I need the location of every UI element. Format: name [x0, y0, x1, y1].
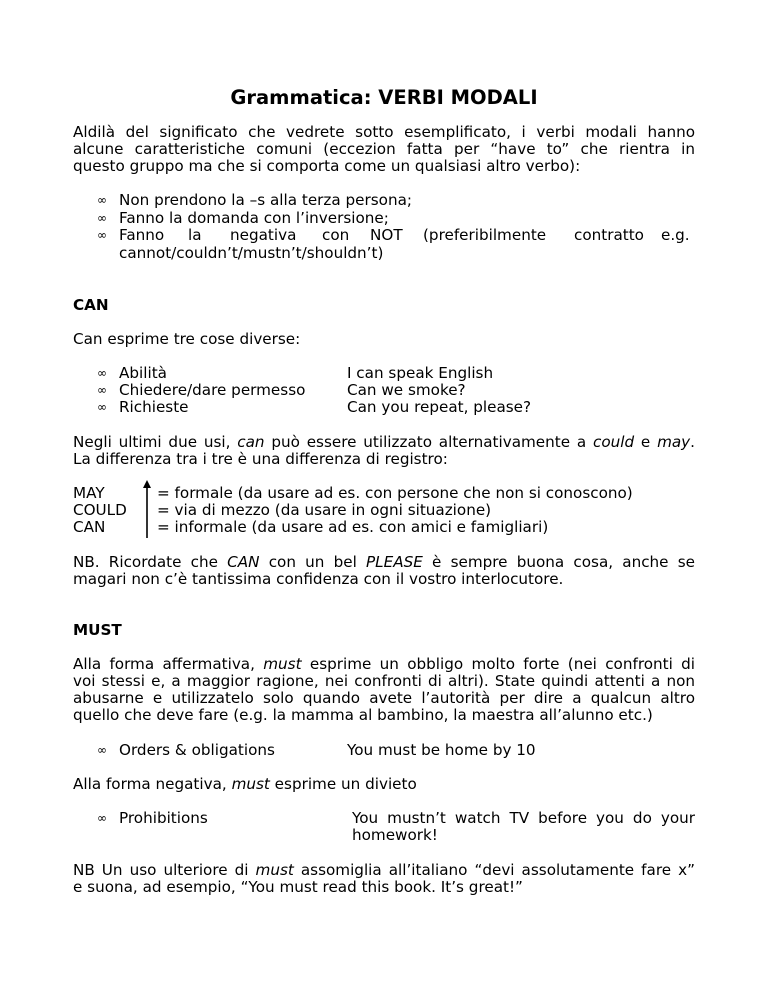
must-affirm-line: voi stessi e, a maggior ragione, nei confronti di altri). State quindi attenti a non	[73, 672, 695, 690]
use-label: Richieste	[119, 398, 189, 416]
list-item-word: Fanno	[119, 226, 165, 244]
bullet-icon: ∞	[97, 383, 107, 397]
use-example: You must be home by 10	[347, 741, 536, 759]
list-item-word: negativa	[230, 226, 297, 244]
register-desc: = informale (da usare ad es. con amici e famigliari)	[157, 518, 549, 536]
use-example: I can speak English	[347, 364, 494, 382]
use-example: Can you repeat, please?	[347, 398, 532, 416]
intro-line: questo gruppo ma che si comporta come un qualsiasi altro verbo):	[73, 157, 581, 175]
must-neg: Alla forma negativa, must esprime un divieto	[73, 775, 417, 793]
use-example: You mustn’t watch TV before you do your	[352, 809, 695, 827]
register-desc: = via di mezzo (da usare in ogni situazione)	[157, 501, 492, 519]
intro-line: Aldilà del significato che vedrete sotto esemplificato, i verbi modali hanno	[73, 123, 695, 141]
section-heading-can: CAN	[73, 296, 109, 314]
list-item: Non prendono la –s alla terza persona;	[119, 191, 413, 209]
bullet-icon: ∞	[97, 193, 107, 207]
must-affirm-line: quello che deve fare (e.g. la mamma al bambino, la maestra all’alunno etc.)	[73, 706, 653, 724]
can-intro: Can esprime tre cose diverse:	[73, 330, 301, 348]
use-label: Abilità	[119, 364, 167, 382]
intro-line: alcune caratteristiche comuni (eccezion fatta per “have to” che rientra in	[73, 140, 695, 158]
bullet-icon: ∞	[97, 366, 107, 380]
use-example-line: homework!	[352, 826, 438, 844]
must-nb-line: e suona, ad esempio, “You must read this book. It’s great!”	[73, 878, 523, 896]
list-item-word: la	[188, 226, 202, 244]
list-item-word: NOT	[370, 226, 403, 244]
use-label: Orders & obligations	[119, 741, 275, 759]
formality-arrow-icon	[141, 480, 153, 540]
must-affirm: Alla forma affermativa, must esprime un obbligo molto forte (nei confronti di	[73, 655, 695, 673]
use-label: Prohibitions	[119, 809, 208, 827]
list-item-word: contratto	[574, 226, 644, 244]
must-affirm-line: abusarne e utilizzatelo solo quando avete l’autorità per dire a qualcun altro	[73, 689, 695, 707]
can-alt-line: La differenza tra i tre è una differenza di registro:	[73, 450, 448, 468]
bullet-icon: ∞	[97, 211, 107, 225]
bullet-icon: ∞	[97, 811, 107, 825]
list-item-word: (preferibilmente	[423, 226, 547, 244]
register-verb: COULD	[73, 501, 127, 519]
list-item-word: e.g.	[661, 226, 690, 244]
page-title: Grammatica: VERBI MODALI	[230, 86, 538, 109]
can-nb-line: magari non c’è tantissima confidenza con il vostro interlocutore.	[73, 570, 564, 588]
use-example: Can we smoke?	[347, 381, 466, 399]
can-nb: NB. Ricordate che CAN con un bel PLEASE è sempre buona cosa, anche se	[73, 553, 695, 571]
list-item-word: con	[322, 226, 350, 244]
bullet-icon: ∞	[97, 743, 107, 757]
section-heading-must: MUST	[73, 621, 122, 639]
bullet-icon: ∞	[97, 228, 107, 242]
register-verb: MAY	[73, 484, 105, 502]
must-nb: NB Un uso ulteriore di must assomiglia all’italiano “devi assolutamente fare x”	[73, 861, 695, 879]
can-alt-paragraph: Negli ultimi due usi, can può essere utilizzato alternativamente a could e may.	[73, 433, 695, 451]
register-verb: CAN	[73, 518, 106, 536]
register-desc: = formale (da usare ad es. con persone che non si conoscono)	[157, 484, 633, 502]
list-item: Fanno la domanda con l’inversione;	[119, 209, 389, 227]
bullet-icon: ∞	[97, 400, 107, 414]
use-label: Chiedere/dare permesso	[119, 381, 306, 399]
list-item-continuation: cannot/couldn’t/mustn’t/shouldn’t)	[119, 244, 384, 262]
